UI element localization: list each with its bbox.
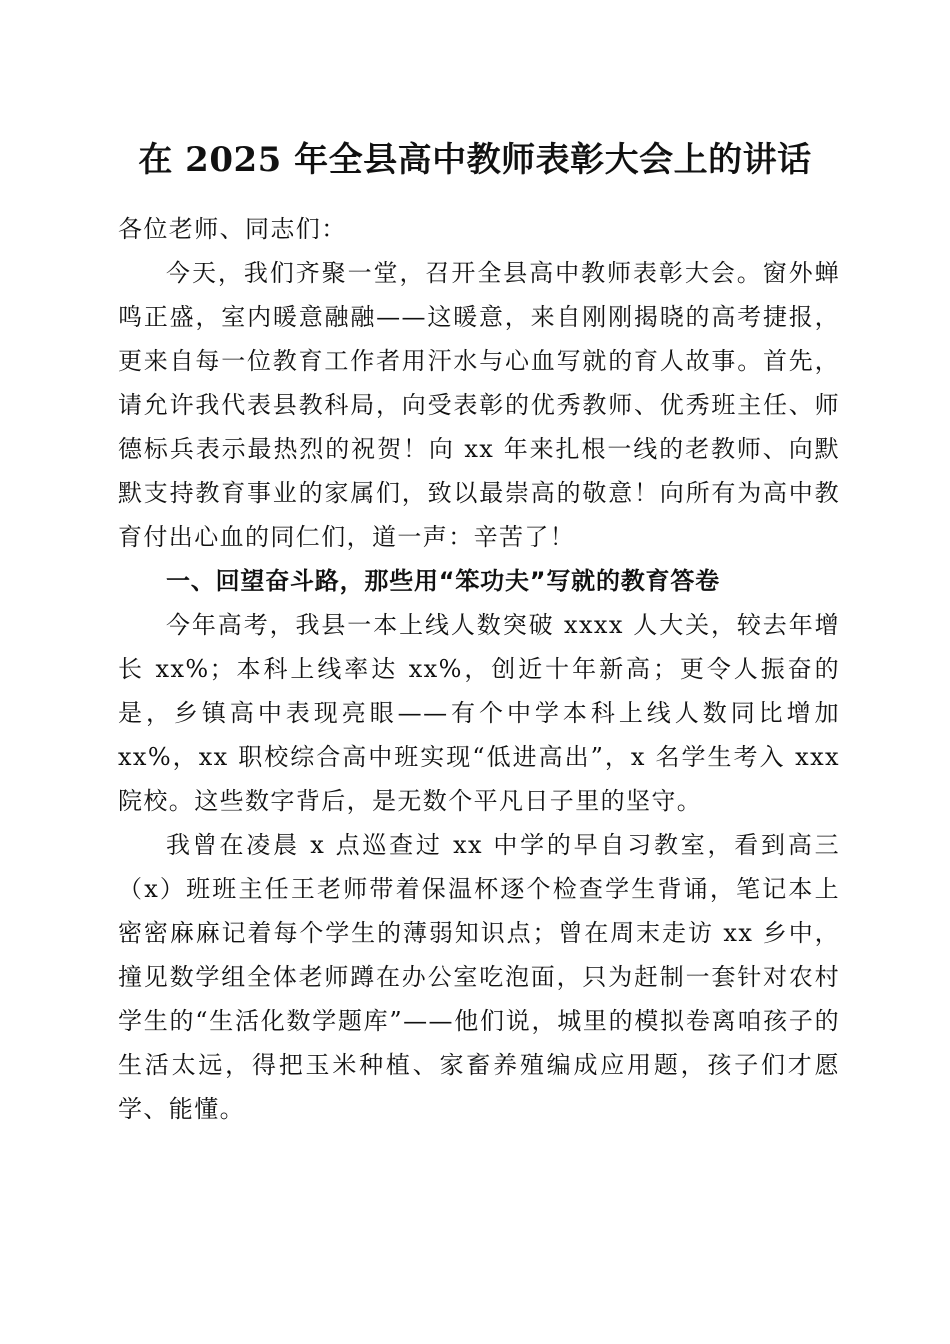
opening-paragraph: 今天，我们齐聚一堂，召开全县高中教师表彰大会。窗外蝉鸣正盛，室内暖意融融——这暖意，来自刚刚揭晓的高考捷报，更来自每一位教育工作者用汗水与心血写就的育人故事。首先，请允许我代表县教科局，向受表彰的优秀教师、优秀班主任、师德标兵表示最热烈的祝贺！向 xx 年来扎根一线的老教师、向默默支持教育事业的家属们，致以最崇高的敬意！向所有为高中教育付出心血的同仁们，道一声：辛苦了！ bbox=[118, 259, 840, 551]
body-paragraph: 我曾在凌晨 x 点巡查过 xx 中学的早自习教室，看到高三（x）班班主任王老师带着保温杯逐个检查学生背诵，笔记本上密密麻麻记着每个学生的薄弱知识点；曾在周末走访 xx 乡中，撞见数学组全体老师蹲在办公室吃泡面，只为赶制一套针对农村学生的“生活化数学题库”——他们说，城里的模拟卷离咱孩子的生活太远，得把玉米种植、家畜养殖编成应用题，孩子们才愿学、能懂。 bbox=[118, 831, 840, 1123]
document-title: 在 2025 年全县高中教师表彰大会上的讲话 bbox=[138, 140, 812, 180]
salutation: 各位老师、同志们： bbox=[118, 215, 347, 243]
body-paragraph: 今年高考，我县一本上线人数突破 xxxx 人大关，较去年增长 xx%；本科上线率达 xx%，创近十年新高；更令人振奋的是，乡镇高中表现亮眼——有个中学本科上线人数同比增加 xx%，xx 职校综合高中班实现“低进高出”，x 名学生考入 xxx 院校。这些数字背后，是无数个平凡日子里的坚守。 bbox=[118, 611, 840, 815]
document-body bbox=[118, 207, 840, 1131]
section-heading: 一、回望奋斗路，那些用“笨功夫”写就的教育答卷 bbox=[166, 567, 720, 595]
